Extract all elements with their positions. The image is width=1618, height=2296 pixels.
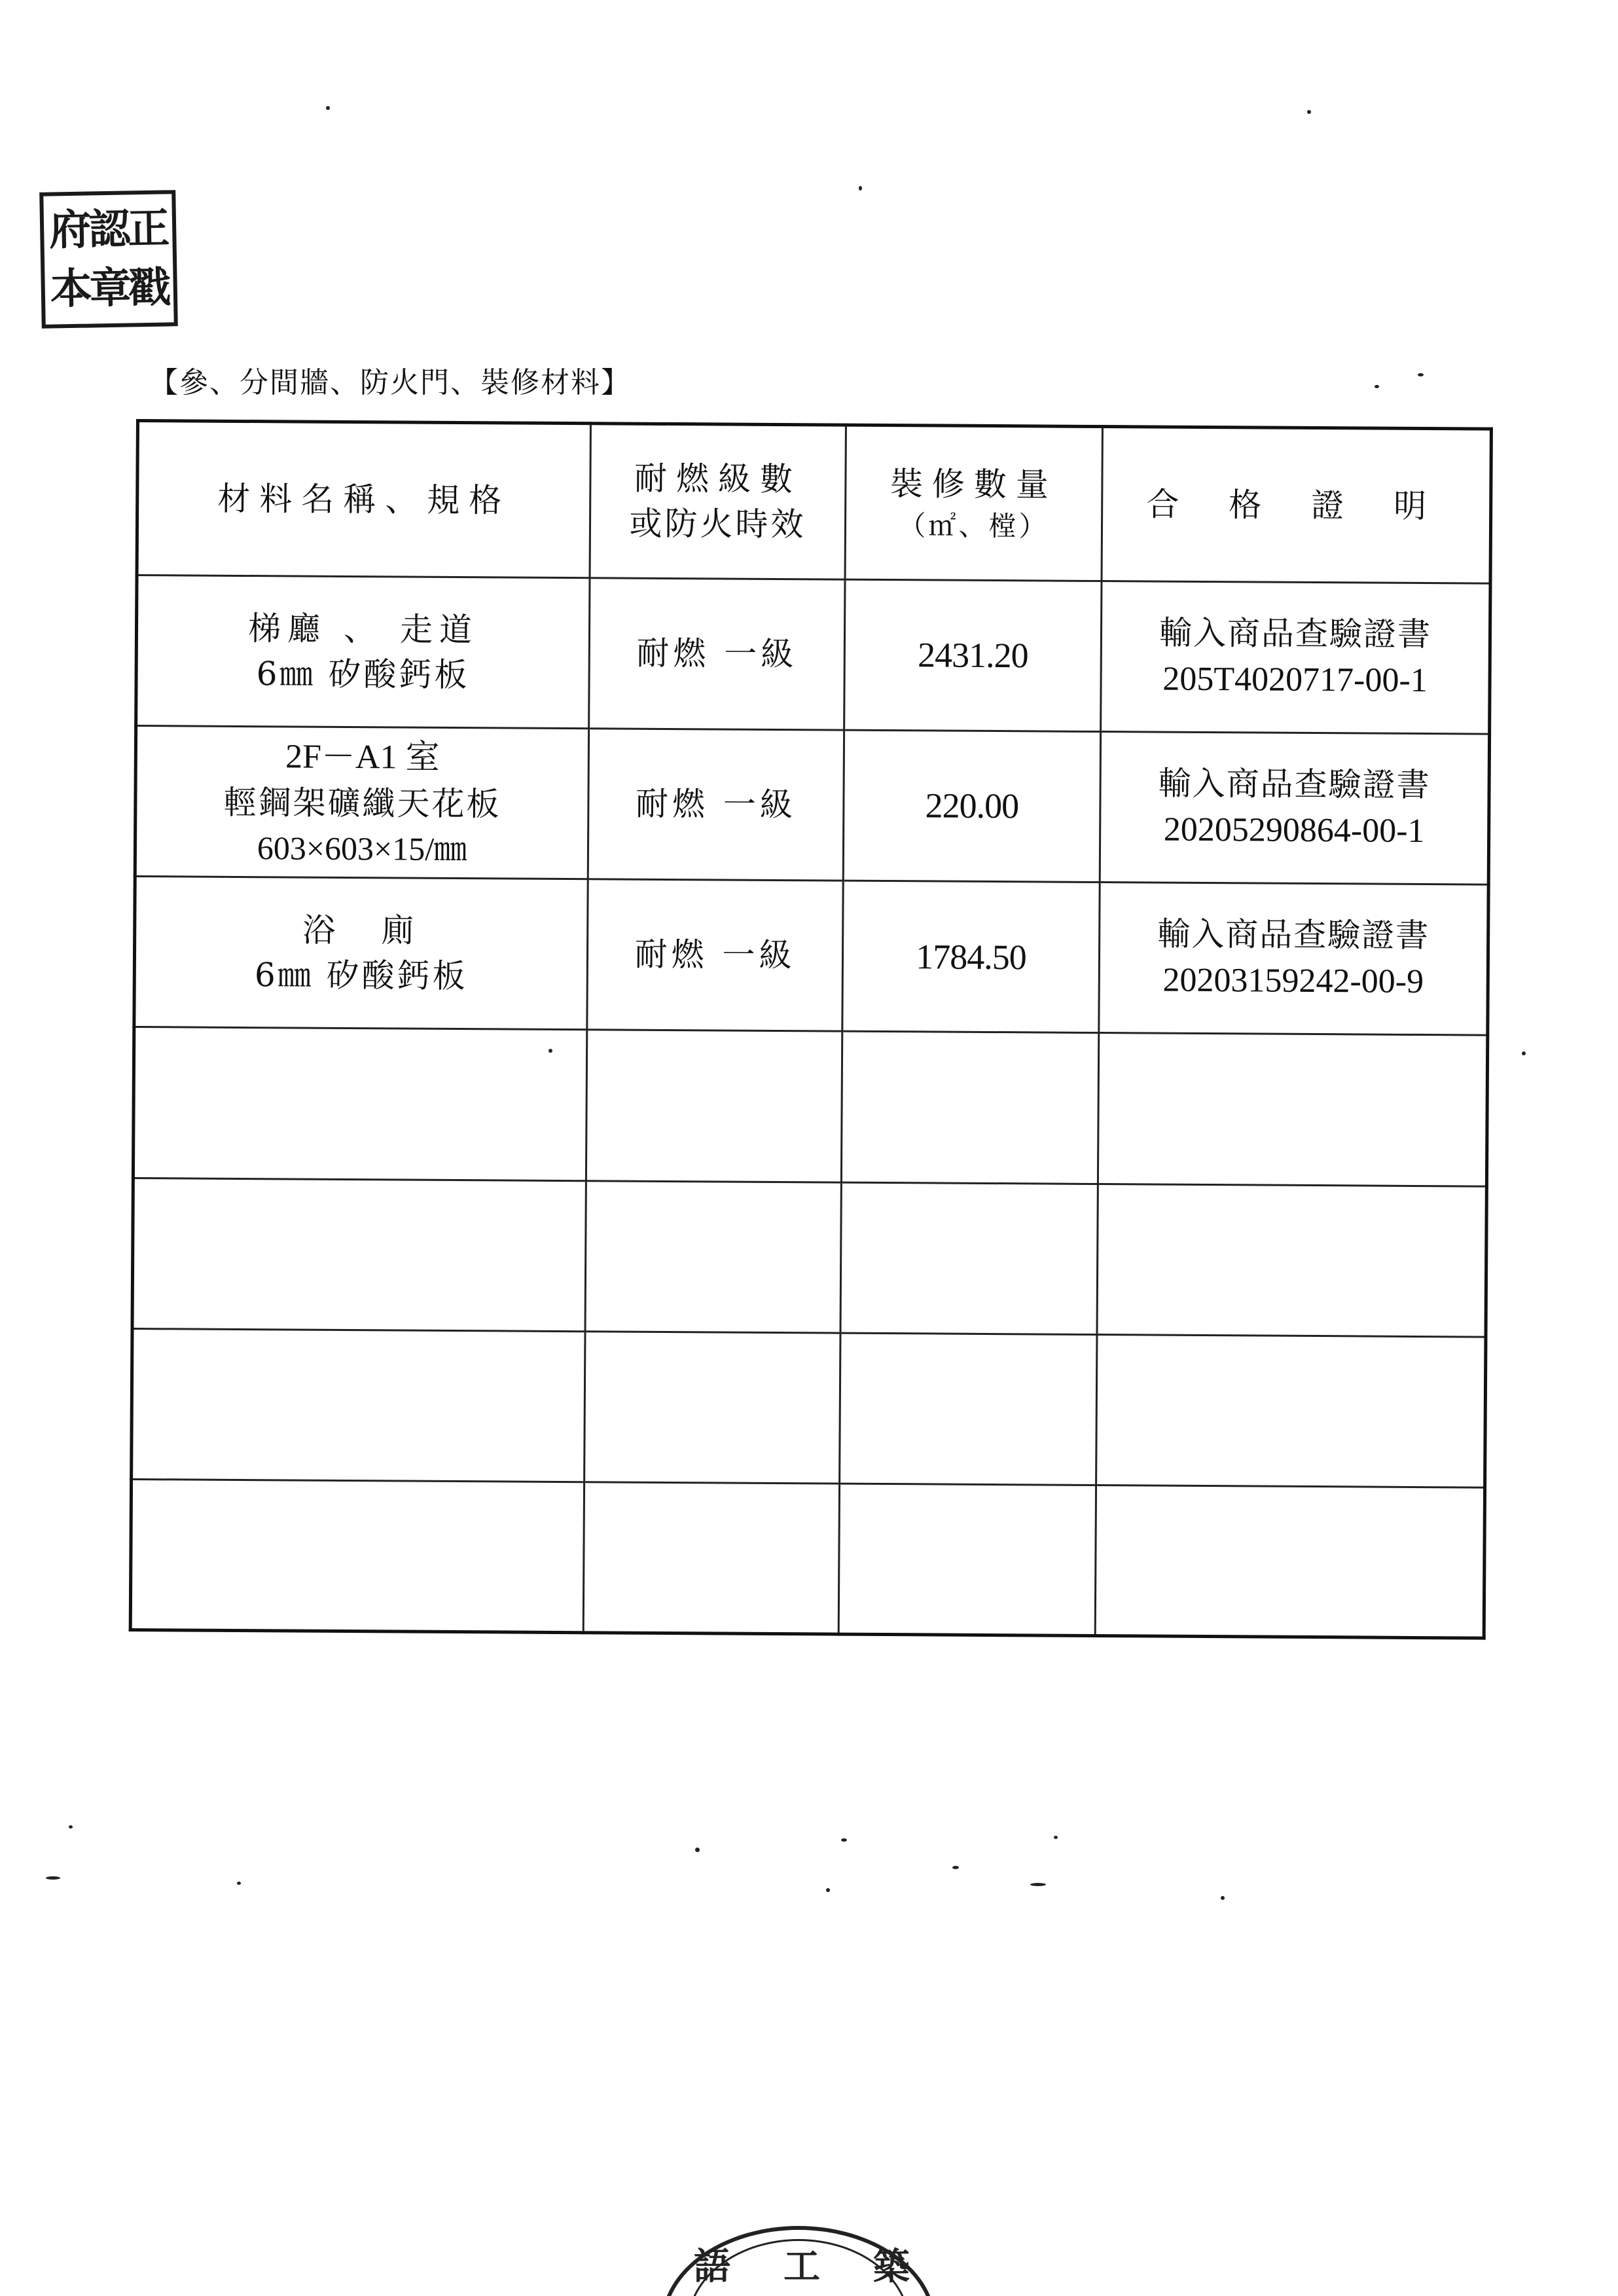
material-line: 603×603×15/㎜ bbox=[257, 829, 467, 867]
scan-speck bbox=[1375, 385, 1379, 388]
cell-material bbox=[136, 575, 590, 729]
material-line: 梯廳 、 走道 bbox=[247, 609, 479, 649]
stamp-char: 語 bbox=[694, 2245, 730, 2288]
materials-table bbox=[129, 419, 1493, 1640]
scan-speck bbox=[859, 186, 862, 191]
cell-material bbox=[135, 726, 588, 879]
material-line: 輕鋼架礦纖天花板 bbox=[223, 783, 501, 823]
scan-speck bbox=[1054, 1836, 1058, 1839]
header-quantity bbox=[845, 425, 1102, 581]
partial-stamp bbox=[661, 2213, 936, 2296]
empty-cell bbox=[583, 1482, 839, 1635]
empty-cell bbox=[1098, 1033, 1487, 1186]
cell-grade bbox=[588, 729, 844, 881]
stamp-char: 築 bbox=[873, 2245, 910, 2288]
quantity-value: 2431.20 bbox=[917, 635, 1028, 676]
cell-proof bbox=[1101, 581, 1490, 735]
scan-speck bbox=[548, 1049, 552, 1053]
header-grade bbox=[590, 424, 846, 579]
seal-char: 戳 bbox=[128, 263, 169, 313]
cell-quantity bbox=[842, 881, 1100, 1033]
header-proof-label: 合 格 證 明 bbox=[1146, 484, 1447, 525]
empty-cell bbox=[838, 1484, 1096, 1636]
header-material-label: 材料名稱、規格 bbox=[217, 479, 511, 519]
scan-speck bbox=[69, 1825, 73, 1829]
scan-speck bbox=[46, 1876, 60, 1880]
cell-proof bbox=[1100, 732, 1489, 885]
header-grade-line2: 或防火時效 bbox=[629, 504, 806, 544]
scan-speck bbox=[1030, 1883, 1046, 1886]
empty-cell bbox=[584, 1331, 840, 1484]
cell-grade bbox=[587, 879, 843, 1032]
stamp-char: 工 bbox=[783, 2245, 820, 2288]
empty-cell bbox=[130, 1479, 584, 1632]
scan-speck bbox=[326, 106, 330, 110]
empty-cell bbox=[132, 1328, 585, 1482]
empty-table-row bbox=[133, 1027, 1487, 1186]
material-line: 2F－A1 室 bbox=[285, 738, 440, 776]
grade-value: 耐燃 一級 bbox=[634, 936, 796, 975]
cell-material bbox=[134, 877, 588, 1030]
grade-value: 耐燃 一級 bbox=[636, 634, 798, 674]
scan-speck bbox=[841, 1838, 847, 1842]
seal-char: 章 bbox=[89, 263, 130, 314]
section-title: 【參、分間牆、防火門、裝修材料】 bbox=[149, 366, 631, 399]
table-header-row bbox=[137, 421, 1491, 584]
scan-speck bbox=[1522, 1051, 1526, 1055]
empty-table-row bbox=[132, 1178, 1486, 1337]
scan-speck bbox=[826, 1888, 830, 1892]
quantity-value: 1784.50 bbox=[916, 936, 1026, 977]
grade-value: 耐燃 一級 bbox=[635, 784, 797, 824]
empty-cell bbox=[841, 1032, 1098, 1184]
seal-char: 認 bbox=[88, 204, 128, 255]
empty-cell bbox=[1096, 1334, 1486, 1487]
material-line: 6㎜ 矽酸鈣板 bbox=[256, 654, 470, 694]
material-line: 浴 廁 bbox=[302, 911, 421, 950]
empty-table-row bbox=[132, 1328, 1486, 1487]
scan-speck bbox=[237, 1882, 241, 1885]
scan-speck bbox=[695, 1848, 700, 1852]
header-grade-line1: 耐燃級數 bbox=[634, 459, 802, 499]
scan-speck bbox=[1307, 110, 1311, 114]
material-line: 6㎜ 矽酸鈣板 bbox=[254, 955, 468, 995]
proof-number: 20203159242-00-9 bbox=[1162, 962, 1424, 1001]
empty-cell bbox=[840, 1333, 1097, 1485]
scan-speck bbox=[1418, 373, 1424, 376]
empty-cell bbox=[586, 1030, 842, 1182]
seal-char: 正 bbox=[127, 204, 168, 254]
seal-char: 府 bbox=[48, 205, 89, 255]
proof-number: 205T4020717-00-1 bbox=[1162, 660, 1428, 700]
table-row bbox=[134, 877, 1488, 1036]
empty-cell bbox=[1095, 1485, 1484, 1638]
header-qty-line2: （㎡、樘） bbox=[898, 509, 1049, 543]
header-proof bbox=[1102, 427, 1491, 584]
proof-title: 輸入商品查驗證書 bbox=[1158, 764, 1431, 805]
table-row bbox=[136, 575, 1490, 735]
cell-quantity bbox=[844, 579, 1102, 732]
proof-title: 輸入商品查驗證書 bbox=[1157, 915, 1430, 955]
empty-cell bbox=[1097, 1184, 1486, 1337]
empty-cell bbox=[585, 1180, 841, 1333]
proof-number: 20205290864-00-1 bbox=[1163, 811, 1425, 850]
quantity-value: 220.00 bbox=[925, 786, 1019, 826]
cell-proof bbox=[1099, 883, 1488, 1036]
scan-speck bbox=[1221, 1896, 1225, 1900]
seal-char: 本 bbox=[50, 264, 90, 314]
scan-speck bbox=[952, 1866, 959, 1869]
table-row bbox=[135, 726, 1489, 885]
official-seal bbox=[39, 190, 178, 329]
cell-quantity bbox=[843, 730, 1100, 883]
cell-grade bbox=[589, 578, 845, 731]
empty-cell bbox=[133, 1027, 586, 1180]
empty-table-row bbox=[130, 1479, 1484, 1638]
empty-cell bbox=[132, 1178, 586, 1331]
proof-title: 輸入商品查驗證書 bbox=[1159, 613, 1432, 654]
empty-cell bbox=[840, 1182, 1098, 1335]
header-qty-line1: 裝修數量 bbox=[890, 464, 1058, 504]
header-material bbox=[137, 421, 590, 578]
